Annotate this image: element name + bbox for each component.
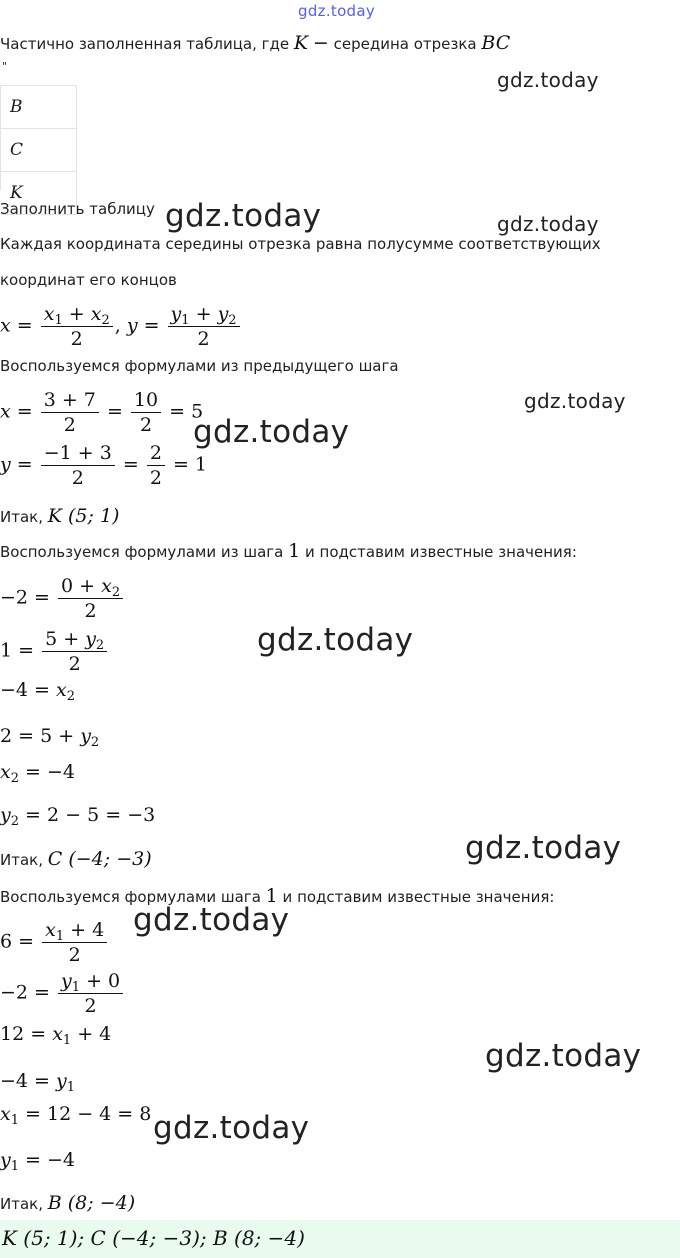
use-step1-text-b: и подставим известные значения: [282,888,555,906]
equation-c1: −2 = $\frac{0 + x_2}{2}$ [0,574,125,623]
table-row: C [1,128,77,172]
watermark: gdz.today [193,414,350,450]
answer-box [0,1220,680,1258]
table-row: B [1,85,77,129]
itak-label: Итак, [0,851,43,869]
itak-label: Итак, [0,508,43,526]
rule-line-2: координат его концов [0,271,177,289]
use-step1-line [0,540,577,562]
watermark-top: gdz.today [298,2,376,20]
equation-c2: 1 = $\frac{5 + y_2}{2}$ [0,627,109,676]
watermark: gdz.today [133,902,290,938]
equation-c4: $2 = 5 + y_2$ [0,725,100,750]
watermark: gdz.today [257,622,414,658]
answer-text: K (5; 1); C (−4; −3); B (8; −4) [2,1226,305,1250]
intro-line [0,32,510,54]
equation-b1: 6 = $\frac{x_1 + 4}{2}$ [0,918,109,967]
stray-quote: " [2,60,8,73]
use-step1-text-c: Воспользуемся формулами шага [0,888,261,906]
use-step1-line-2 [0,885,554,907]
equation-b6: $y_1 = -4$ [0,1149,76,1174]
rule-line-1: Каждая координата середины отрезка равна полусумме соответствующих [0,235,601,253]
equation-y: y = $\frac{-1 + 3}{2}$ = $\frac{2}{2}$ = 1 [0,442,208,489]
equation-b3: $12 = x_1 + 4$ [0,1023,112,1048]
step-fill-table: Заполнить таблицу [0,200,155,218]
watermark: gdz.today [153,1110,310,1146]
intro-text: Частично заполненная таблица, где [0,35,290,53]
k-coordinates: K (5; 1) [47,505,120,527]
step-number: 1 [265,885,278,907]
watermark: gdz.today [165,198,322,234]
result-b [0,1192,135,1214]
equation-b5: $x_1 = 12 - 4 = 8$ [0,1103,152,1128]
equation-c3: $-4 = x_2$ [0,679,76,704]
segment-bc: BC [481,32,511,54]
equation-b2: −2 = $\frac{y_1 + 0}{2}$ [0,969,125,1018]
watermark: gdz.today [485,1038,642,1074]
use-step1-text-a: Воспользуемся формулами из шага [0,543,284,561]
watermark: gdz.today [497,212,599,236]
intro-text-2: середина отрезка [333,35,477,53]
table-row: K [1,171,77,215]
b-coordinates: B (8; −4) [47,1192,136,1214]
result-c [0,848,152,870]
dash: − [312,32,329,54]
coordinates-table [0,86,77,203]
c-coordinates: C (−4; −3) [47,848,152,870]
watermark: gdz.today [497,68,599,92]
midpoint-formula: x = $\frac{x_1 + x_2}{2}$ , y = $\frac{y_1 + y_2}{2}$ [0,302,242,351]
watermark: gdz.today [524,389,626,413]
watermark: gdz.today [465,830,622,866]
equation-x: x = $\frac{3 + 7}{2}$ = $\frac{10}{2}$ = 5 [0,389,204,436]
result-k [0,505,119,527]
equation-c6: $y_2 = 2 - 5 = -3$ [0,804,156,829]
equation-b4: $-4 = y_1$ [0,1070,76,1095]
equation-c5: $x_2 = -4$ [0,761,76,786]
use-step1-text-b: и подставим известные значения: [305,543,577,561]
use-previous-step: Воспользуемся формулами из предыдущего шага [0,357,399,375]
point-k: K [293,32,309,54]
step-number: 1 [288,540,301,562]
itak-label: Итак, [0,1195,43,1213]
